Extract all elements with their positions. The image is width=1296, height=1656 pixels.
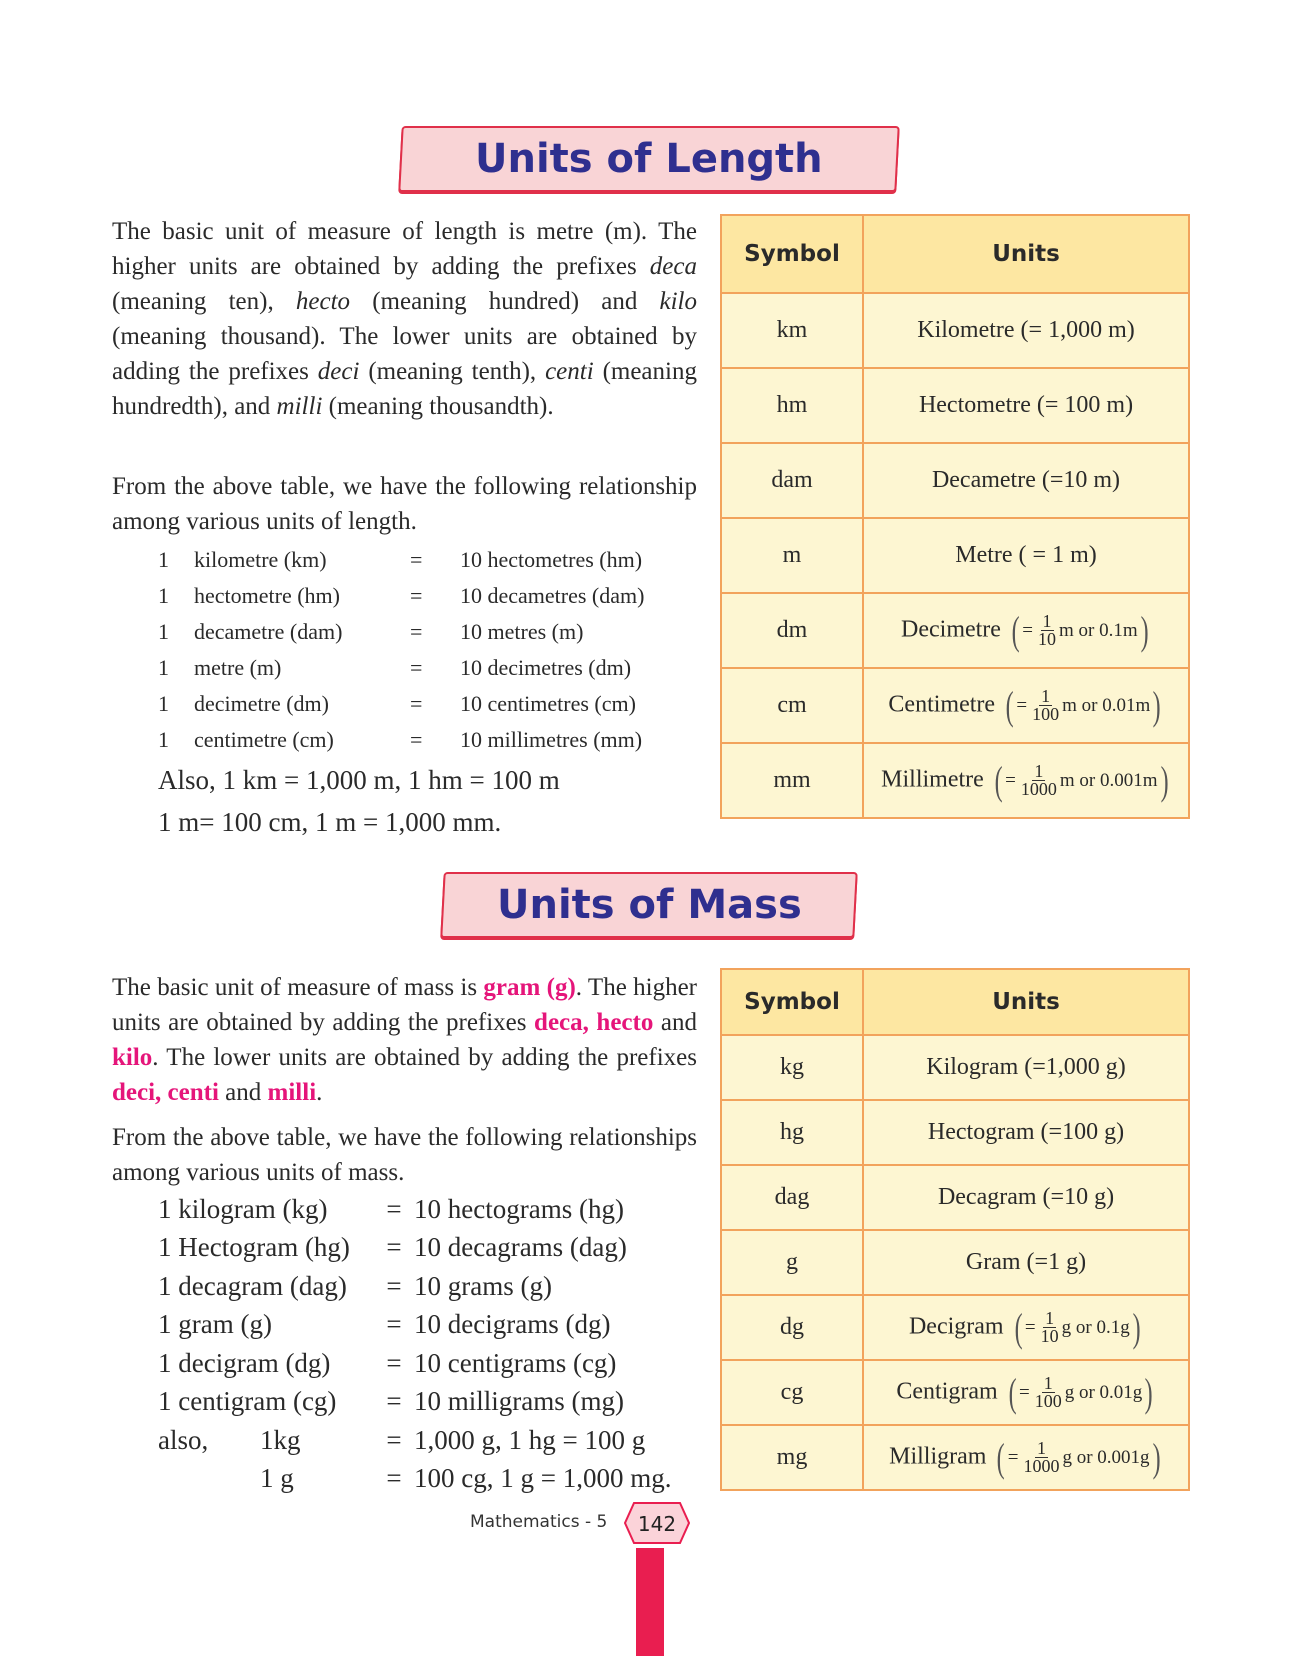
- fraction-expression: ( = $\frac{1}{100}$ m or 0.01m ): [1005, 682, 1161, 728]
- mass-relation-row: 1 decigram (dg) = 10 centigrams (cg): [158, 1347, 617, 1378]
- mass-symbol-cell: cg: [721, 1360, 863, 1425]
- length-relation-row: 1 hectometre (hm) = 10 decametres (dam): [158, 583, 645, 608]
- fraction-expression: ( = $\frac{1}{1000}$ g or 0.001g ): [997, 1434, 1161, 1480]
- close-paren: ): [1160, 757, 1169, 803]
- length-unit-cell: Metre ( = 1 m): [863, 518, 1189, 593]
- mass-unit-row: [721, 1295, 1189, 1360]
- length-intro-paragraph: The basic unit of measure of length is metre (m). The higher units are obtained by adding the prefixes deca (meaning ten), hecto (meaning hundred) and kilo (meaning thousand). The lower units are obtained by adding the prefixes deci (meaning tenth), centi (meaning hundredth), and milli (meaning thousandth).: [112, 218, 697, 420]
- mass-unit-row: [721, 1230, 1189, 1295]
- page-number: 142: [637, 1512, 677, 1536]
- mass-symbol-cell: kg: [721, 1035, 863, 1100]
- length-units-header: Units: [863, 215, 1189, 293]
- mass-relations-list: [158, 1190, 671, 1498]
- mass-unit-cell: Gram (=1 g): [863, 1230, 1189, 1295]
- fraction-expression: ( = $\frac{1}{1000}$ m or 0.001m ): [994, 757, 1169, 803]
- mass-unit-cell: Centigram ( = $\frac{1}{100}$ g or 0.01g ): [863, 1360, 1189, 1425]
- length-unit-row: [721, 518, 1189, 593]
- length-also-line-2: 1 m= 100 cm, 1 m = 1,000 mm.: [158, 807, 502, 837]
- length-relationship-paragraph: From the above table, we have the following relationship among various units of length.: [112, 473, 697, 535]
- length-symbol-cell: dam: [721, 443, 863, 518]
- close-paren: ): [1132, 1304, 1141, 1350]
- length-unit-row: [721, 293, 1189, 368]
- fraction: $\frac{1}{100}$: [1034, 1373, 1062, 1411]
- open-paren: (: [1005, 682, 1014, 728]
- mass-relation-row: 1 kilogram (kg) = 10 hectograms (hg): [158, 1193, 624, 1224]
- mass-relation-row: 1 gram (g) = 10 decigrams (dg): [158, 1309, 611, 1340]
- length-relation-row: 1 centimetre (cm) = 10 millimetres (mm): [158, 727, 643, 752]
- length-unit-row: [721, 368, 1189, 443]
- length-symbol-cell: m: [721, 518, 863, 593]
- mass-units-header: Units: [863, 969, 1189, 1035]
- mass-intro-paragraph: The basic unit of measure of mass is gram (g). The higher units are obtained by adding the prefixes deca, hecto and kilo. The lower units are obtained by adding the prefixes deci, centi and milli.: [112, 974, 697, 1106]
- mass-symbol-header: Symbol: [721, 969, 863, 1035]
- length-relation-row: 1 kilometre (km) = 10 hectometres (hm): [158, 547, 643, 572]
- fraction: $\frac{1}{10}$: [1040, 1308, 1059, 1346]
- open-paren: (: [1008, 1369, 1017, 1415]
- length-symbol-header: Symbol: [721, 215, 863, 293]
- fraction: $\frac{1}{10}$: [1038, 611, 1056, 649]
- mass-symbol-cell: dg: [721, 1295, 863, 1360]
- length-unit-row: [721, 668, 1189, 743]
- length-unit-cell: Kilometre (= 1,000 m): [863, 293, 1189, 368]
- close-paren: ): [1140, 607, 1149, 653]
- fraction-expression: ( = $\frac{1}{10}$ g or 0.1g ): [1014, 1304, 1141, 1350]
- length-relation-row: 1 metre (m) = 10 decimetres (dm): [158, 655, 632, 680]
- length-relation-row: 1 decimetre (dm) = 10 centimetres (cm): [158, 691, 636, 716]
- mass-relationship-paragraph: From the above table, we have the following relationships among various units of mass.: [112, 1124, 697, 1186]
- mass-relation-row: 1 Hectogram (hg) = 10 decagrams (dag): [158, 1232, 627, 1263]
- length-symbol-cell: hm: [721, 368, 863, 443]
- page-number-badge: [624, 1502, 690, 1544]
- length-unit-cell: Decametre (=10 m): [863, 443, 1189, 518]
- mass-unit-row: [721, 1360, 1189, 1425]
- length-unit-row: [721, 743, 1189, 818]
- length-unit-row: [721, 443, 1189, 518]
- fraction-expression: ( = $\frac{1}{10}$ m or 0.1m ): [1011, 607, 1149, 653]
- mass-unit-row: [721, 1165, 1189, 1230]
- mass-symbol-cell: hg: [721, 1100, 863, 1165]
- close-paren: ): [1152, 1434, 1161, 1480]
- length-unit-cell: Centimetre ( = $\frac{1}{100}$ m or 0.01m ): [863, 668, 1189, 743]
- open-paren: (: [997, 1434, 1006, 1480]
- length-relations-list: [158, 542, 644, 758]
- mass-unit-row: [721, 1425, 1189, 1490]
- mass-relation-row: 1 centigram (cg) = 10 milligrams (mg): [158, 1386, 624, 1417]
- mass-units-table: [720, 968, 1190, 1491]
- mass-unit-cell: Decagram (=10 g): [863, 1165, 1189, 1230]
- length-symbol-cell: dm: [721, 593, 863, 668]
- mass-title-banner: [440, 872, 857, 938]
- mass-unit-row: [721, 1100, 1189, 1165]
- mass-unit-cell: Milligram ( = $\frac{1}{1000}$ g or 0.001g ): [863, 1425, 1189, 1490]
- length-also-line-1: Also, 1 km = 1,000 m, 1 hm = 100 m: [158, 765, 560, 795]
- length-title: Units of Length: [475, 136, 823, 182]
- mass-symbol-cell: mg: [721, 1425, 863, 1490]
- mass-unit-cell: Hectogram (=100 g): [863, 1100, 1189, 1165]
- mass-also-row: 1 g = 100 cg, 1 g = 1,000 mg.: [260, 1463, 672, 1494]
- mass-title: Units of Mass: [496, 882, 802, 928]
- open-paren: (: [994, 757, 1003, 803]
- length-units-table: [720, 214, 1190, 819]
- fraction: $\frac{1}{1000}$: [1020, 761, 1057, 799]
- open-paren: (: [1011, 607, 1020, 653]
- length-unit-cell: Decimetre ( = $\frac{1}{10}$ m or 0.1m ): [863, 593, 1189, 668]
- mass-unit-cell: Decigram ( = $\frac{1}{10}$ g or 0.1g ): [863, 1295, 1189, 1360]
- fraction-expression: ( = $\frac{1}{100}$ g or 0.01g ): [1008, 1369, 1153, 1415]
- length-symbol-cell: km: [721, 293, 863, 368]
- footer-book-title: Mathematics - 5: [470, 1512, 608, 1532]
- length-symbol-cell: cm: [721, 668, 863, 743]
- length-title-banner: [398, 126, 899, 192]
- length-unit-cell: Hectometre (= 100 m): [863, 368, 1189, 443]
- page-edge-stripe: [636, 1548, 664, 1656]
- mass-relation-row: 1 decagram (dag) = 10 grams (g): [158, 1270, 552, 1301]
- mass-unit-row: [721, 1035, 1189, 1100]
- mass-also-row: also, 1kg = 1,000 g, 1 hg = 100 g: [158, 1424, 646, 1455]
- mass-symbol-cell: g: [721, 1230, 863, 1295]
- length-symbol-cell: mm: [721, 743, 863, 818]
- fraction: $\frac{1}{100}$: [1032, 686, 1060, 724]
- open-paren: (: [1014, 1304, 1023, 1350]
- mass-unit-cell: Kilogram (=1,000 g): [863, 1035, 1189, 1100]
- close-paren: ): [1144, 1369, 1153, 1415]
- close-paren: ): [1152, 682, 1161, 728]
- fraction: $\frac{1}{1000}$: [1023, 1438, 1060, 1476]
- length-relation-row: 1 decametre (dam) = 10 metres (m): [158, 619, 584, 644]
- length-unit-row: [721, 593, 1189, 668]
- mass-symbol-cell: dag: [721, 1165, 863, 1230]
- length-unit-cell: Millimetre ( = $\frac{1}{1000}$ m or 0.001m ): [863, 743, 1189, 818]
